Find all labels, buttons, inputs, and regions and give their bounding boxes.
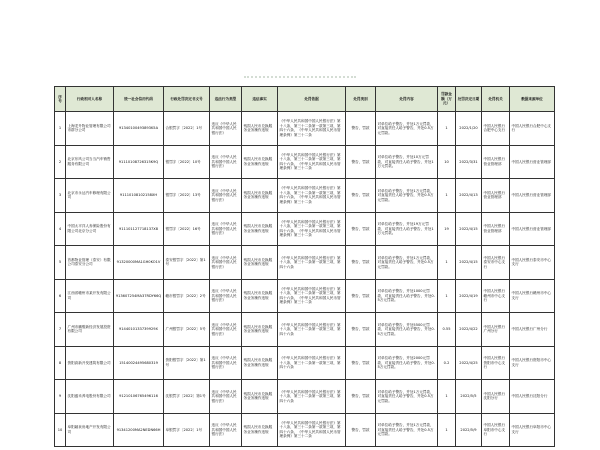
cell-content: 对单位给予警告，并处1万元罚款，对直接责任人给予警告，并处0.5万元罚款。 [376,112,438,146]
cell-content: 对单位给予警告，并处1万元罚款，对直接责任人给予警告，并处0.5万元罚款。 [376,179,438,213]
cell-code: 911101127718137X8 [114,212,164,246]
header-cell: 处罚依据 [278,87,346,112]
cell-amount: 1 [438,179,456,213]
cell-basis: 《中华人民共和国中国人民银行法》第十八条，第三十二条第一款第三项，第四十六条，《中华人民共和国人民币管理条例》第三十二条 [278,112,346,146]
cell-content: 对单位给予警告，并处19万元罚款，对直接责任人给予警告，并处1万元罚款。 [376,212,438,246]
header-cell: 处罚类别 [346,87,376,112]
penalty-table [54,86,555,447]
cell-cat: 警告，罚款 [346,179,376,213]
cell-type: 违反《中华人民共和国中国人民银行法》 [210,413,242,447]
cell-org: 中国人民银行阜阳市中心支行 [482,413,510,447]
table-row [55,380,555,414]
cell-src: 中国人民银行合肥中心支行 [510,112,555,146]
header-cell: 违法行为类型 [210,87,242,112]
cell-org: 中国人民银行赣州市中心支行 [482,279,510,313]
cell-fact: 残损人民币兑换服务业务操作违规 [242,380,278,414]
cell-no: 5 [55,246,66,280]
cell-cat: 警告，罚款 [346,413,376,447]
cell-basis: 《中华人民共和国中国人民银行法》第十八条，第三十二条第一款第三项，第四十六条 [278,313,346,347]
cell-date: 2022/4/13 [456,179,482,213]
cell-cat: 警告，罚款 [346,145,376,179]
table-row [55,346,555,380]
cell-basis: 《中华人民共和国中国人民银行法》第十八条，第三十二条第一款第三项，第四十六条，《中华人民共和国人民币管理条例》第三十二条 [278,413,346,447]
cell-code: 91320000MA1GH0KO1V [114,246,164,280]
table-body [55,112,555,447]
cell-src: 中国人民银行阜阳市中心支行 [510,413,555,447]
cell-amount: 1 [438,380,456,414]
cell-src: 中国人民银行营业管理部 [510,179,555,213]
header-cell: 违法事实 [242,87,278,112]
cell-name: 中国太平洋人寿保险股份有限公司北京分公司 [66,212,114,246]
cell-no: 10 [55,413,66,447]
cell-date: 2022/5/5 [456,380,482,414]
cell-org: 中国人民银行营业管理部 [482,145,510,179]
cell-name: 资阳高新开发建筑有限公司 [66,346,114,380]
cell-org: 中国人民银行泰安市中心支行 [482,246,510,280]
cell-src: 中国人民银行沈阳分行 [510,380,555,414]
cell-name: 首都物业管理（泰安）有限公司泰安分公司 [66,246,114,280]
cell-org: 中国人民银行资阳市中心支行 [482,346,510,380]
cell-name: 北京市永达汽车修理有限公司 [66,179,114,213]
cell-code: 91341200MA2NEDN66H [114,413,164,447]
cell-cat: 警告，罚款 [346,279,376,313]
table-row [55,112,555,146]
cell-code: 91110108102158XH [114,179,164,213]
cell-date: 2022/4/22 [456,313,482,347]
cell-basis: 《中华人民共和国中国人民银行法》第十八条，第三十二条第一款第三项，第四十六条，《中华人民共和国人民币管理条例》第三十二条 [278,279,346,313]
cell-org: 中国人民银行合肥中心支行 [482,112,510,146]
cell-code: 91110108726315K9Q [114,145,164,179]
cell-basis: 《中华人民共和国中国人民银行法》第十八条，第三十二条第一款第三项，第四十六条 [278,380,346,414]
cell-cat: 警告，罚款 [346,212,376,246]
cell-amount: 1 [438,112,456,146]
cell-content: 对单位给予警告，并处1万元罚款，对直接责任人给予警告，并处0.5万元罚款。 [376,246,438,280]
cell-type: 违反《中华人民共和国中国人民银行法》 [210,380,242,414]
cell-content: 对单位给予警告，并处1000元罚款，对直接责任人给予警告，并处0.5万元罚款。 [376,279,438,313]
cell-fact: 残损人民币兑换服务业务操作违规 [242,346,278,380]
cell-date: 2022/1/20 [456,112,482,146]
cell-doc: 赣市银罚字〔2022〕2号 [164,279,210,313]
cell-cat: 警告，罚款 [346,380,376,414]
cell-src: 中国人民银行资阳市中心支行 [510,346,555,380]
cell-org: 中国人民银行营业管理部 [482,212,510,246]
cell-content: 对单位给予警告，并处2000元罚款，对直接责任人给予警告，并处0.5万元罚款。 [376,346,438,380]
cell-name: 江西省赣州市某开发有限公司 [66,279,114,313]
header-cell: 行政处罚决定书文号 [164,87,210,112]
cell-no: 2 [55,145,66,179]
cell-name: 阜阳颍泉房地产开发有限公司 [66,413,114,447]
cell-src: 中国人民银行营业管理部 [510,212,555,246]
cell-amount: 1 [438,279,456,313]
cell-code: 91340100493893K5A [114,112,164,146]
cell-fact: 残损人民币兑换服务业务操作违规 [242,279,278,313]
table-row [55,413,555,447]
cell-src: 中国人民银行广州分行 [510,313,555,347]
cell-fact: 残损人民币兑换服务业务操作违规 [242,212,278,246]
cell-no: 4 [55,212,66,246]
cell-type: 违反《中华人民共和国中国人民银行法》 [210,145,242,179]
cell-doc: 银罚字〔2022〕16号 [164,212,210,246]
cell-src: 中国人民银行营业管理部 [510,145,555,179]
cell-type: 违反《中华人民共和国中国人民银行法》 [210,179,242,213]
cell-code: 9144010133739929X [114,313,164,347]
header-cell: 行政相对人名称 [66,87,114,112]
cell-type: 违反《中华人民共和国中国人民银行法》 [210,313,242,347]
cell-org: 中国人民银行沈阳分行 [482,380,510,414]
cell-doc: 广州银罚字〔2022〕5号 [164,313,210,347]
cell-no: 7 [55,313,66,347]
cell-amount: 19 [438,212,456,246]
cell-src: 中国人民银行赣州市中心支行 [510,279,555,313]
cell-fact: 残损人民币兑换服务业务操作违规 [242,145,278,179]
cell-date: 2022/4/19 [456,279,482,313]
cell-date: 2022/3/31 [456,145,482,179]
cell-no: 9 [55,380,66,414]
cell-name: 上海龙升物业管理有限公司市群分公司 [66,112,114,146]
cell-org: 中国人民银行广州分行 [482,313,510,347]
cell-fact: 残损人民币兑换服务业务操作违规 [242,179,278,213]
cell-fact: 残损人民币兑换服务业务操作违规 [242,246,278,280]
cell-code: 91210106765496116 [114,380,164,414]
header-cell: 处罚内容 [376,87,438,112]
cell-doc: 资阳银罚字〔2022〕第1号 [164,346,210,380]
cell-src: 中国人民银行泰安市中心支行 [510,246,555,280]
table-row [55,212,555,246]
header-row [55,87,555,112]
cell-type: 违反《中华人民共和国中国人民银行法》 [210,346,242,380]
cell-type: 违反《中华人民共和国中国人民银行法》 [210,112,242,146]
cell-amount: 0.2 [438,346,456,380]
cell-name: 沈阳盛禾养电股份有限公司 [66,380,114,414]
table-row [55,179,555,213]
cell-doc: 合银罚字〔2022〕1号 [164,112,210,146]
cell-fact: 残损人民币兑换服务业务操作违规 [242,313,278,347]
header-cell: 处罚机关 [482,87,510,112]
cell-code: 15140024495680319 [114,346,164,380]
cell-cat: 警告，罚款 [346,112,376,146]
cell-no: 1 [55,112,66,146]
table-row [55,279,555,313]
cell-content: 对单位给予警告，并处5500元罚款，对直接责任人给予警告，并处0.5万元罚款。 [376,313,438,347]
cell-content: 对单位给予警告，并处1万元罚款，对直接责任人给予警告，并处0.5万元罚款。 [376,413,438,447]
cell-amount: 10 [438,145,456,179]
table-row [55,313,555,347]
cell-basis: 《中华人民共和国中国人民银行法》第十八条，第三十二条第一款第三项，第四十六条 [278,246,346,280]
cell-date: 2022/4/15 [456,246,482,280]
cell-fact: 残损人民币兑换服务业务操作违规 [242,413,278,447]
cell-doc: 阜银罚字〔2022〕1号 [164,413,210,447]
cell-type: 违反《中华人民共和国中国人民银行法》 [210,246,242,280]
cell-cat: 警告，罚款 [346,313,376,347]
cell-org: 中国人民银行营业管理部 [482,179,510,213]
cell-date: 2022/4/25 [456,346,482,380]
cell-content: 对单位给予警告，并处10万元罚款，对直接责任人给予警告，并处1万元罚款。 [376,145,438,179]
header-cell: 处罚决定日期 [456,87,482,112]
header-cell: 序号 [55,87,66,112]
cell-amount: 1 [438,246,456,280]
cell-doc: 银罚字〔2022〕13号 [164,179,210,213]
cell-basis: 《中华人民共和国中国人民银行法》第十八条，第三十二条第一款第三项，第四十六条，《中华人民共和国人民币管理条例》第三十二条 [278,145,346,179]
header-cell: 统一社会信用代码 [114,87,164,112]
cell-doc: 银罚字〔2022〕10号 [164,145,210,179]
cell-no: 6 [55,279,66,313]
cell-doc: 泰安银罚字〔2022〕第1号 [164,246,210,280]
faint-title-mark [244,76,356,81]
header-cell: 数据来源单位 [510,87,555,112]
cell-no: 8 [55,346,66,380]
cell-date: 2022/4/15 [456,212,482,246]
table-row [55,145,555,179]
table-header [55,87,555,112]
cell-basis: 《中华人民共和国中国人民银行法》第十八条，第三十二条第一款第三项，第四十六条，《中华人民共和国人民币管理条例》第三十二条 [278,179,346,213]
header-cell: 罚款金额（万元） [438,87,456,112]
cell-no: 3 [55,179,66,213]
cell-name: 北京东风公司当当汽车销售服务有限公司 [66,145,114,179]
cell-amount: 1 [438,413,456,447]
cell-name: 广州市鹏骏新经济发展投资有限公司 [66,313,114,347]
cell-cat: 警告，罚款 [346,346,376,380]
cell-date: 2022/5/9 [456,413,482,447]
cell-content: 对单位给予警告，并处1万元罚款，对直接责任人给予警告，并处0.5万元罚款。 [376,380,438,414]
cell-fact: 残损人民币兑换服务业务操作违规 [242,112,278,146]
table-row [55,246,555,280]
cell-code: 913607254MA37RDY66Q [114,279,164,313]
cell-amount: 0.55 [438,313,456,347]
cell-doc: 沈银罚字〔2022〕第1号 [164,380,210,414]
cell-basis: 《中华人民共和国中国人民银行法》第十八条，第三十二条第一款第三项，第四十六条 [278,346,346,380]
cell-type: 违反《中华人民共和国中国人民银行法》 [210,279,242,313]
cell-cat: 警告，罚款 [346,246,376,280]
cell-basis: 《中华人民共和国中国人民银行法》第十八条，第三十二条第一款第三项，第四十六条，《中华人民共和国人民币管理条例》第三十二条 [278,212,346,246]
cell-type: 违反《中华人民共和国中国人民银行法》 [210,212,242,246]
